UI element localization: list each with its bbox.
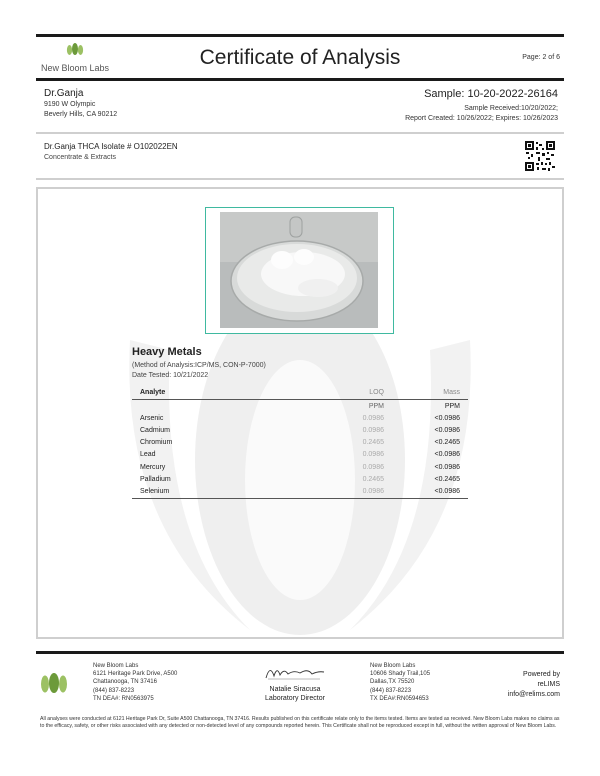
- sample-photo: [205, 207, 394, 334]
- analyte-name: Chromium: [140, 439, 173, 447]
- analyte-name: Cadmium: [140, 426, 170, 434]
- signature-image: [260, 662, 330, 682]
- sample-id: Sample: 10-20-2022-26164: [424, 88, 558, 100]
- page-number: Page: 2 of 6: [522, 54, 560, 61]
- analyte-mass: <0.2465: [434, 439, 460, 447]
- footer-top-bar: [36, 651, 564, 654]
- analyte-mass: <0.0986: [434, 414, 460, 422]
- lab-dea: TX DEA#:RN0594653: [370, 695, 429, 702]
- lab-name: New Bloom Labs: [370, 663, 416, 669]
- lab-phone: (844) 837-8223: [93, 687, 135, 694]
- lab-address-tn: [93, 662, 177, 703]
- table-row: [132, 461, 468, 473]
- client-name: Dr.Ganja: [44, 88, 84, 99]
- lab-city: Dallas,TX 75520: [370, 679, 415, 686]
- sample-info: [405, 88, 558, 124]
- divider: [36, 178, 564, 180]
- lab-address-tx: [370, 662, 430, 703]
- product-name: Dr.Ganja THCA Isolate # O102022EN: [44, 142, 178, 151]
- analyte-name: Selenium: [132, 485, 296, 498]
- logo-text: New Bloom Labs: [40, 63, 110, 73]
- analyte-name: Palladium: [140, 475, 171, 483]
- unit-row: [132, 400, 468, 413]
- table-row: [132, 412, 468, 424]
- analyte-mass: <0.0986: [434, 426, 460, 434]
- lab-street: 10606 Shady Trail,105: [370, 671, 431, 678]
- heavy-metals-table: [132, 386, 468, 499]
- signer-name: Natalie Siracusa: [269, 686, 321, 693]
- heavy-metals-section: [132, 346, 468, 499]
- sample-image: [206, 208, 392, 332]
- column-header-analyte: Analyte: [132, 386, 296, 400]
- qr-code-icon: [524, 140, 556, 172]
- table-row: [132, 424, 468, 436]
- unit-analyte: [132, 400, 296, 413]
- analyte-name: Mercury: [140, 463, 166, 471]
- analyte-loq: 0.2465: [362, 475, 384, 483]
- analyte-mass: <0.0986: [434, 451, 460, 459]
- analyte-loq: 0.0986: [362, 414, 384, 422]
- header-bottom-bar: [36, 78, 564, 81]
- table-row: [132, 449, 468, 461]
- column-header-mass: Mass: [392, 386, 468, 400]
- header-top-bar: [36, 34, 564, 37]
- divider: [36, 132, 564, 134]
- page-title: Certificate of Analysis: [199, 46, 401, 69]
- method-of-analysis: (Method of Analysis:ICP/MS, CON-P-7000): [132, 362, 266, 369]
- table-header-row: [132, 386, 468, 400]
- analyte-loq: 0.0986: [296, 485, 392, 498]
- powered-by-email[interactable]: info@relims.com: [507, 691, 560, 698]
- signature-block: [240, 662, 350, 703]
- table-row: [132, 437, 468, 449]
- sample-received: Sample Received:10/20/2022;: [464, 105, 558, 112]
- client-address-line1: 9190 W Olympic: [44, 101, 96, 108]
- lab-dea: TN DEA#: RN0563975: [93, 695, 154, 702]
- table-row: [132, 485, 468, 498]
- analyte-loq: 0.0986: [362, 463, 384, 471]
- analyte-mass: <0.0986: [392, 485, 468, 498]
- powered-by-brand: reLIMS: [537, 681, 560, 688]
- column-header-loq: LOQ: [296, 386, 392, 400]
- disclaimer-text: All analyses were conducted at 6121 Heritage Park Dr, Suite A500 Chattanooga, TN 37416. Results published on this certificate relate only to the items tested. Items are tested as received. New Bloom Labs makes no claims as to the efficacy, safety, or other risks associated with any detected or non-detected level of any compounds reported herein. This Certificate shall not be reproduced except in full, without the written approval of New Bloom Labs.: [40, 716, 560, 730]
- analyte-mass: <0.2465: [434, 475, 460, 483]
- powered-by-label: Powered by: [523, 671, 560, 678]
- product-info: [44, 141, 178, 163]
- lab-city: Chattanooga, TN 37416: [93, 679, 157, 686]
- footer-leaf-logo-icon: [38, 672, 70, 694]
- lab-name: New Bloom Labs: [93, 663, 139, 669]
- client-address-line2: Beverly Hills, CA 90212: [44, 111, 118, 118]
- analyte-mass: <0.0986: [434, 463, 460, 471]
- analyte-name: Lead: [140, 451, 156, 459]
- product-category: Concentrate & Extracts: [44, 154, 116, 161]
- section-title: Heavy Metals: [132, 346, 202, 358]
- lab-phone: (844) 837-8223: [370, 687, 412, 694]
- powered-by: [508, 670, 560, 700]
- analyte-loq: 0.0986: [362, 451, 384, 459]
- unit-loq: PPM: [368, 402, 384, 410]
- lab-street: 6121 Heritage Park Drive, A500: [93, 671, 178, 678]
- unit-mass: PPM: [444, 402, 460, 410]
- signer-title: Laboratory Director: [265, 695, 325, 702]
- table-row: [132, 473, 468, 485]
- analyte-loq: 0.2465: [362, 439, 384, 447]
- client-info: [44, 88, 117, 120]
- report-created: Report Created: 10/26/2022; Expires: 10/26/2023: [405, 115, 558, 122]
- date-tested: Date Tested: 10/21/2022: [132, 371, 209, 379]
- analyte-name: Arsenic: [140, 414, 164, 422]
- analyte-loq: 0.0986: [362, 426, 384, 434]
